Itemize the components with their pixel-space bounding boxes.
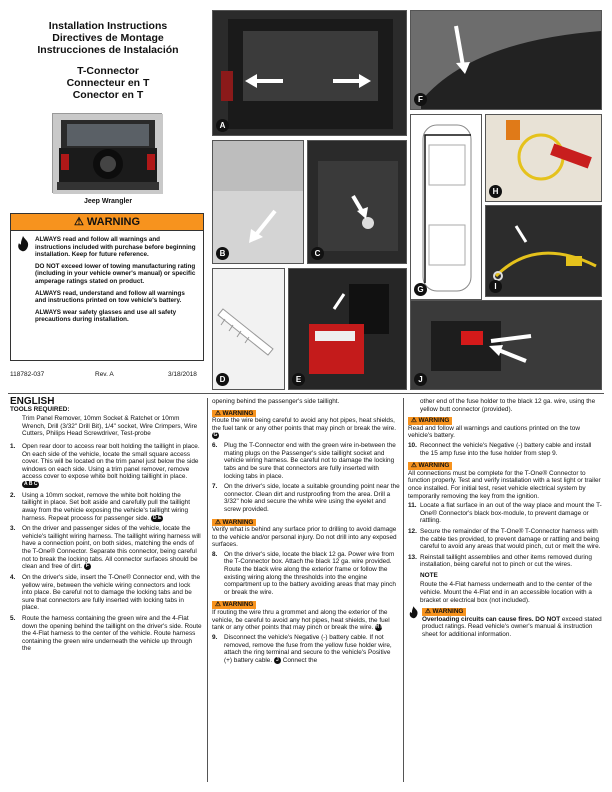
warning-para-1: ALWAYS read and follow all warnings and instructions included with purchase before beginning installation. Keep for future reference. — [35, 236, 196, 259]
step-9: 9. Disconnect the vehicle's Negative (-) battery cable. If not removed, remove the fuse from the yellow fuse holder wire, attach the ring terminal and secure to the vehicle's Positive (+) battery cable. J Connect the — [212, 634, 392, 664]
jeep-rear-image — [52, 113, 162, 193]
warning-connections: All connections must be complete for the T-One® Connector to function properly. Test and verify installation with a test light or trailer once installed. For initial test, reset vehicle electrical system by temporarily removing the key from the ignition. — [408, 469, 601, 500]
col3-step-2: 12. Secure the remainder of the T-One® T-Connector harness with the cable ties provided, to prevent damage or rattling and being careful to avoid any areas that would pinch, cut or melt the wire. — [408, 527, 601, 551]
warning-1: Route the wire being careful to avoid any hot pipes, heat shields, the fuel tank or any other points that may pinch or break the wire. G — [212, 417, 397, 439]
note-text: Route the 4-Flat harness underneath and to the center of the vehicle. Mount the 4-Flat end in an accessible location with a bracket or electrical box (not included). — [420, 581, 592, 604]
column-divider-1 — [207, 398, 208, 782]
warning-triangle-icon: ⚠ — [73, 216, 84, 228]
step9-continued: other end of the fuse holder to the black 12 ga. wire, using the yellow butt connector (provided). — [420, 398, 596, 413]
warning-para-4: ALWAYS wear safety glasses and use all safety precautions during installation. — [35, 308, 177, 324]
tools-heading: TOOLS REQUIRED: — [10, 405, 70, 413]
language-heading: ENGLISH — [10, 396, 55, 407]
note-heading: NOTE — [420, 571, 438, 579]
warning-3: If routing the wire thru a grommet and along the exterior of the vehicle, be careful to avoid any hot pipes, heat shields, the fuel tank or any other points that may pinch or break the wire. H I — [212, 609, 390, 632]
column-1 — [10, 398, 202, 656]
tools-list: Trim Panel Remover, 10mm Socket & Ratchet or 10mm Wrench, Drill (3/32" Drill Bit), 1/4" socket, Wire Crimpers, Wire Cutters, Philips Head Screwdriver, Test-probe — [22, 415, 198, 438]
col2-step-1: 6. Plug the T-Connector end with the green wire in-between the mating plugs on the Passenger's side taillight socket and vehicle wiring harness. Be careful not to damage the locking tabs and be sure that connectors are fully inserted with locking tabs in place. — [212, 442, 396, 480]
photo-b — [212, 140, 304, 264]
vehicle-caption: Jeep Wrangler — [83, 198, 133, 205]
photo-h — [485, 114, 602, 202]
photo-e — [288, 268, 407, 390]
warning-tag: ⚠ WARNING — [212, 519, 256, 527]
part-number: 118782-037 — [10, 371, 45, 378]
photo-label-h: H — [489, 185, 502, 198]
photo-label-i: I — [489, 280, 502, 293]
warning-para-3: ALWAYS read, understand and follow all warnings and instructions printed on tow vehicle's battery. — [35, 289, 185, 305]
photo-label-b: B — [216, 247, 229, 260]
photo-c — [307, 140, 407, 264]
document-header — [8, 20, 208, 101]
warning-box-title: WARNING — [86, 216, 141, 228]
divider — [8, 393, 604, 394]
photo-label-d: D — [216, 373, 229, 386]
product-es: Conector en T — [72, 89, 144, 101]
product-en: T-Connector — [77, 65, 139, 77]
photo-g-diagram — [410, 114, 482, 300]
step5-continued: opening behind the passenger's side taillight. — [212, 398, 340, 405]
col1-step-1: 1. Open rear door to access rear bolt holding the taillight in place. On each side of the vehicle, locate the small square access cover. This will be located on the trim panel just below the side windows on each side. Using a trim panel remover, remove access cover to expose white bolt holding taillight in place. A B C — [10, 442, 200, 487]
col3-step-1: 11. Locate a flat surface in an out of the way place and mount the T-One® Connector's black box-module, to prevent damage or rattling. — [408, 502, 602, 525]
warning-2: Verify what is behind any surface prior to drilling to avoid damage to the vehicle and/or personal injury. Do not drill into any exposed surfaces. — [212, 526, 397, 549]
warning-battery: Read and follow all warnings and cautions printed on the tow vehicle's battery. — [408, 424, 580, 440]
date: 3/18/2018 — [168, 371, 197, 378]
warning-box-header — [11, 214, 203, 231]
col1-step-3: 3. On the driver and passenger sides of the vehicle, locate the vehicle's taillight wiring harness. The taillight wiring harness will have a connection point, on both sides, matching the ends of the T-One® Connector. Separate this connector, being careful not to break the locking tabs. All connector surfaces should be clean and free of dirt. F — [10, 525, 201, 571]
product-fr: Connecteur en T — [66, 77, 150, 89]
revision: Rev. A — [95, 371, 114, 378]
column-3 — [408, 398, 602, 641]
fire-hand-icon — [408, 606, 422, 622]
warning-tag: ⚠ WARNING — [212, 601, 256, 609]
warning-tag: ⚠ WARNING — [422, 608, 466, 616]
photo-label-g: G — [414, 283, 427, 296]
warning-overload: Overloading circuits can cause fires. DO NOT exceed stated product ratings. Read vehicle's owner's manual & instruction sheet for additional information. — [422, 615, 602, 639]
col1-step-4: 4. On the driver's side, insert the T-One® Connector end, with the yellow wire, between the vehicle wiring connectors and lock into place. Be careful not to damage the locking tabs and be sure that connectors are fully inserted with locking tabs in place. — [10, 574, 201, 612]
title-en: Installation Instructions — [48, 20, 168, 32]
photo-label-f: F — [414, 93, 427, 106]
column-2 — [212, 398, 400, 668]
col1-step-2: 2. Using a 10mm socket, remove the white bolt holding the taillight in place. Set bolt aside and carefully pull the taillight away from the vehicle exposing the vehicle's taillight wiring harness. Repeat process for passenger side. D E — [10, 491, 191, 522]
photo-a — [212, 10, 407, 136]
warning-tag: ⚠ WARNING — [408, 417, 452, 425]
step-8: 8. On the driver's side, locate the black 12 ga. Power wire from the T-Connector box. Attach the black 12 ga. wire provided. Route the black wire along the exterior frame or follow the existing wiring along the thresholds into the engine compartment up to the battery avoiding areas that may pinch or break the wire. — [212, 550, 396, 596]
warning-box — [10, 213, 204, 361]
col2-step-2: 7. On the driver's side, locate a suitable grounding point near the connector. Clean dirt and rustproofing from the area. Drill a 3/32" hole and secure the white wire using the eyelet and screw provided. — [212, 483, 400, 513]
step-10: 10. Reconnect the vehicle's Negative (-) battery cable and install the 15 amp fuse into the fuse holder from step 9. — [408, 441, 592, 457]
photo-label-a: A — [216, 119, 229, 132]
warning-tag: ⚠ WARNING — [408, 462, 452, 470]
photo-i — [485, 205, 602, 297]
col1-step-5: 5. Route the harness containing the green wire and the 4-Flat down the opening behind the taillight on the driver's side. Route the 4-Flat harness to the center of the vehicle. Route harness containing the green wire underneath the vehicle up through the — [10, 615, 202, 653]
photo-d — [212, 268, 285, 390]
fire-hand-icon — [16, 236, 30, 257]
photo-label-c: C — [311, 247, 324, 260]
warning-para-2: DO NOT exceed lower of towing manufacturing rating (including in your vehicle owner's manual) or specific amperage ratings stated on product. — [35, 262, 196, 285]
photo-label-j: J — [414, 373, 427, 386]
title-es: Instrucciones de Instalación — [37, 44, 179, 56]
photo-f — [410, 10, 602, 110]
photo-j — [410, 300, 602, 390]
column-divider-2 — [403, 398, 404, 782]
title-fr: Directives de Montage — [52, 32, 164, 44]
photo-label-e: E — [292, 373, 305, 386]
warning-tag: ⚠ WARNING — [212, 410, 256, 418]
col3-step-3: 13. Reinstall taillight assemblies and other items removed during installation, being careful not to pinch or cut the wires. — [408, 553, 592, 569]
